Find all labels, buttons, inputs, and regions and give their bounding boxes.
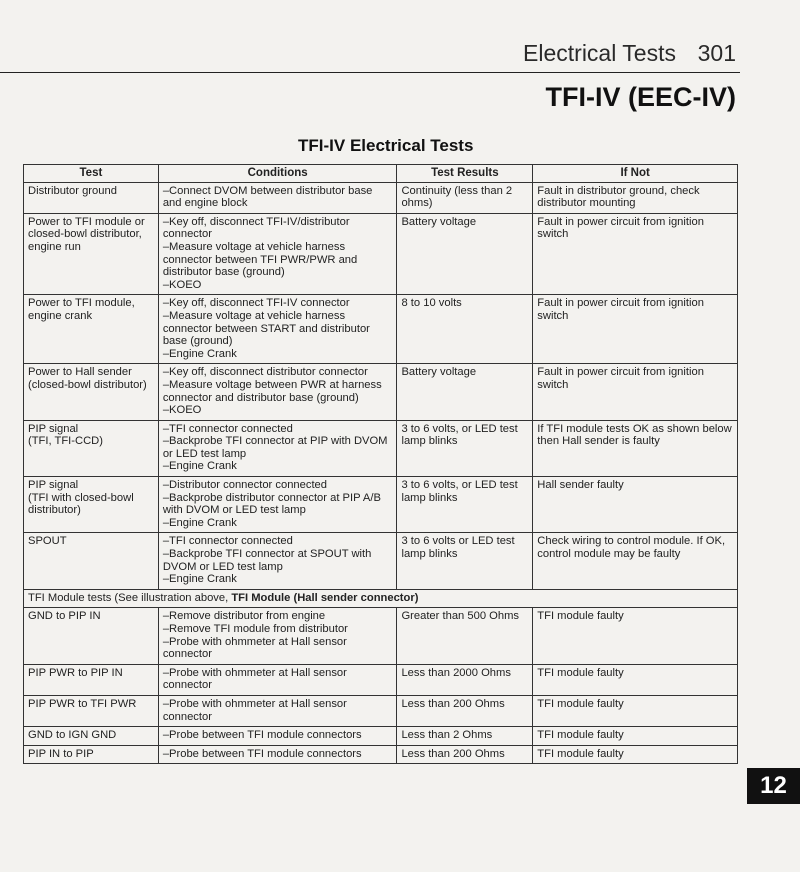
- cell-test: [24, 608, 159, 664]
- cell-if-not: [533, 364, 738, 420]
- cell-line: Fault in power circuit from ignition: [537, 215, 704, 228]
- cell-if-not: [533, 295, 738, 364]
- cell-test: [24, 364, 159, 420]
- cell-line: –Remove TFI module from distributor: [162, 623, 348, 635]
- table-row: [24, 533, 738, 589]
- cell-line: closed-bowl distributor,: [28, 228, 142, 241]
- cell-line: –Probe with ohmmeter at Hall sensor: [162, 666, 347, 679]
- cell-line: connector between TFI PWR/PWR and: [162, 253, 358, 266]
- cell-conditions: [158, 695, 397, 726]
- cell-result: [397, 695, 533, 726]
- cell-result: [397, 745, 533, 764]
- cell-line: base (ground): [162, 335, 233, 348]
- header-rule: [0, 72, 740, 73]
- cell-line: TFI module faulty: [537, 729, 624, 742]
- cell-line: PIP signal: [28, 422, 79, 435]
- cell-if-not: [533, 182, 738, 213]
- cell-line: TFI module faulty: [537, 747, 624, 760]
- cell-line: –Key off, disconnect distributor connector: [162, 366, 368, 379]
- table-row: [24, 420, 738, 476]
- table-row: [24, 664, 738, 695]
- column-header-conditions: Conditions: [158, 165, 397, 183]
- cell-line: GND to PIP IN: [28, 610, 101, 623]
- cell-line: engine run: [28, 240, 81, 253]
- cell-line: engine crank: [28, 309, 93, 322]
- module-test-rows: [24, 608, 738, 764]
- cell-line: Less than 200 Ohms: [401, 747, 505, 760]
- cell-line: TFI module faulty: [537, 697, 624, 710]
- cell-line: –Engine Crank: [162, 516, 237, 529]
- cell-conditions: [158, 364, 397, 420]
- cell-conditions: [158, 533, 397, 589]
- module-section-bold: TFI Module (Hall sender connector): [231, 591, 419, 604]
- cell-if-not: [533, 420, 738, 476]
- cell-line: Power to TFI module or: [28, 215, 145, 228]
- cell-conditions: [158, 664, 397, 695]
- cell-line: Fault in power circuit from ignition: [537, 297, 704, 310]
- cell-line: Fault in power circuit from ignition: [537, 366, 704, 379]
- cell-line: –Key off, disconnect TFI-IV connector: [162, 297, 350, 310]
- cell-conditions: [158, 213, 397, 295]
- section-title: TFI-IV (EEC-IV): [545, 82, 736, 112]
- cell-line: Fault in distributor ground, check: [537, 184, 700, 197]
- cell-line: –KOEO: [162, 404, 202, 417]
- cell-line: 3 to 6 volts or LED test: [401, 535, 515, 548]
- cell-line: connector: [162, 228, 212, 241]
- cell-line: connector and distributor base (ground): [162, 391, 359, 404]
- cell-line: –Probe with ohmmeter at Hall sensor: [162, 697, 347, 710]
- cell-line: distributor base (ground): [162, 266, 285, 279]
- cell-line: distributor mounting: [537, 197, 636, 210]
- cell-result: [397, 295, 533, 364]
- cell-line: –Probe between TFI module connectors: [162, 747, 362, 760]
- cell-line: (TFI with closed-bowl: [28, 491, 134, 504]
- cell-line: Power to TFI module,: [28, 297, 135, 310]
- cell-line: connector: [162, 679, 212, 692]
- cell-conditions: [158, 420, 397, 476]
- cell-if-not: [533, 745, 738, 764]
- cell-conditions: [158, 477, 397, 533]
- cell-if-not: [533, 695, 738, 726]
- cell-if-not: [533, 533, 738, 589]
- cell-conditions: [158, 727, 397, 746]
- cell-if-not: [533, 727, 738, 746]
- cell-line: Continuity (less than 2: [401, 184, 513, 197]
- cell-test: [24, 420, 159, 476]
- cell-line: –Measure voltage between PWR at harness: [162, 378, 382, 391]
- table-row: [24, 213, 738, 295]
- cell-line: –TFI connector connected: [162, 535, 293, 548]
- cell-result: [397, 533, 533, 589]
- cell-line: TFI module faulty: [537, 610, 624, 623]
- cell-line: switch: [537, 228, 569, 241]
- running-header-title: Electrical Tests: [523, 40, 676, 66]
- cell-test: [24, 695, 159, 726]
- cell-line: with DVOM or LED test lamp: [162, 504, 306, 517]
- page-number: 301: [697, 40, 736, 66]
- table-row: [24, 364, 738, 420]
- cell-test: [24, 213, 159, 295]
- cell-test: [24, 182, 159, 213]
- cell-line: PIP IN to PIP: [28, 747, 94, 760]
- cell-line: –Remove distributor from engine: [162, 610, 326, 623]
- cell-line: –Backprobe distributor connector at PIP A/B: [162, 491, 381, 504]
- cell-line: –Probe between TFI module connectors: [162, 729, 362, 742]
- cell-line: (closed-bowl distributor): [28, 378, 147, 391]
- cell-conditions: [158, 182, 397, 213]
- cell-line: lamp blinks: [401, 435, 458, 448]
- cell-line: –Distributor connector connected: [162, 479, 328, 492]
- cell-line: lamp blinks: [401, 548, 458, 561]
- cell-line: –Backprobe TFI connector at PIP with DVOM: [162, 435, 388, 448]
- cell-line: Power to Hall sender: [28, 366, 132, 379]
- chapter-tab: 12: [747, 768, 800, 804]
- module-section-row: [24, 589, 738, 608]
- cell-test: [24, 727, 159, 746]
- module-section-label: [24, 589, 738, 608]
- cell-line: Battery voltage: [401, 366, 477, 379]
- cell-test: [24, 664, 159, 695]
- cell-line: –Probe with ohmmeter at Hall sensor: [162, 635, 347, 648]
- cell-line: connector: [162, 710, 212, 723]
- cell-line: –KOEO: [162, 278, 202, 291]
- cell-line: Less than 200 Ohms: [401, 697, 505, 710]
- cell-line: (TFI, TFI-CCD): [28, 435, 103, 448]
- cell-conditions: [158, 745, 397, 764]
- cell-line: and engine block: [162, 197, 248, 210]
- table-row: [24, 182, 738, 213]
- table-row: [24, 727, 738, 746]
- cell-line: DVOM or LED test lamp: [162, 560, 283, 573]
- cell-result: [397, 608, 533, 664]
- test-rows: [24, 182, 738, 589]
- cell-line: –Key off, disconnect TFI-IV/distributor: [162, 215, 350, 228]
- cell-result: [397, 420, 533, 476]
- cell-line: TFI module faulty: [537, 666, 624, 679]
- cell-line: SPOUT: [28, 535, 67, 548]
- cell-result: [397, 213, 533, 295]
- cell-line: 8 to 10 volts: [401, 297, 462, 310]
- cell-line: Distributor ground: [28, 184, 117, 197]
- cell-if-not: [533, 664, 738, 695]
- cell-line: connector between START and distributor: [162, 322, 370, 335]
- column-header-test-results: Test Results: [397, 165, 533, 183]
- cell-line: –Engine Crank: [162, 573, 237, 586]
- cell-line: –Engine Crank: [162, 460, 237, 473]
- table-title: TFI-IV Electrical Tests: [298, 136, 474, 155]
- cell-line: –TFI connector connected: [162, 422, 293, 435]
- table-row: [24, 295, 738, 364]
- cell-result: [397, 182, 533, 213]
- cell-conditions: [158, 608, 397, 664]
- cell-if-not: [533, 608, 738, 664]
- cell-line: GND to IGN GND: [28, 729, 117, 742]
- cell-line: or LED test lamp: [162, 447, 247, 460]
- column-header-test: Test: [24, 165, 159, 183]
- cell-line: 3 to 6 volts, or LED test: [401, 422, 518, 435]
- cell-line: PIP PWR to PIP IN: [28, 666, 123, 679]
- table-row: [24, 608, 738, 664]
- column-header-if-not: If Not: [533, 165, 738, 183]
- cell-if-not: [533, 477, 738, 533]
- cell-line: switch: [537, 378, 569, 391]
- cell-line: –Measure voltage at vehicle harness: [162, 309, 346, 322]
- cell-line: –Measure voltage at vehicle harness: [162, 240, 346, 253]
- cell-line: switch: [537, 309, 569, 322]
- cell-line: Less than 2000 Ohms: [401, 666, 511, 679]
- table-row: [24, 695, 738, 726]
- cell-line: –Connect DVOM between distributor base: [162, 184, 373, 197]
- cell-conditions: [158, 295, 397, 364]
- table-row: [24, 745, 738, 764]
- cell-test: [24, 295, 159, 364]
- cell-line: ohms): [401, 197, 433, 210]
- cell-line: Hall sender faulty: [537, 479, 624, 492]
- table-row: [24, 477, 738, 533]
- cell-line: PIP signal: [28, 479, 79, 492]
- cell-test: [24, 745, 159, 764]
- cell-result: [397, 727, 533, 746]
- cell-result: [397, 664, 533, 695]
- cell-line: If TFI module tests OK as shown below: [537, 422, 732, 435]
- cell-line: Check wiring to control module. If OK,: [537, 535, 726, 548]
- cell-line: –Engine Crank: [162, 347, 237, 360]
- cell-test: [24, 477, 159, 533]
- cell-line: then Hall sender is faulty: [537, 435, 660, 448]
- cell-line: PIP PWR to TFI PWR: [28, 697, 137, 710]
- cell-line: lamp blinks: [401, 491, 458, 504]
- cell-line: –Backprobe TFI connector at SPOUT with: [162, 548, 372, 561]
- cell-line: 3 to 6 volts, or LED test: [401, 479, 518, 492]
- cell-line: Greater than 500 Ohms: [401, 610, 519, 623]
- cell-result: [397, 364, 533, 420]
- table-header-row: [24, 165, 738, 183]
- module-section-prefix: TFI Module tests (See illustration above,: [28, 591, 232, 604]
- cell-if-not: [533, 213, 738, 295]
- cell-line: Battery voltage: [401, 215, 477, 228]
- cell-line: connector: [162, 648, 212, 661]
- cell-line: Less than 2 Ohms: [401, 729, 493, 742]
- cell-test: [24, 533, 159, 589]
- cell-result: [397, 477, 533, 533]
- electrical-tests-table: [23, 164, 738, 764]
- cell-line: control module may be faulty: [537, 548, 681, 561]
- cell-line: distributor): [28, 504, 81, 517]
